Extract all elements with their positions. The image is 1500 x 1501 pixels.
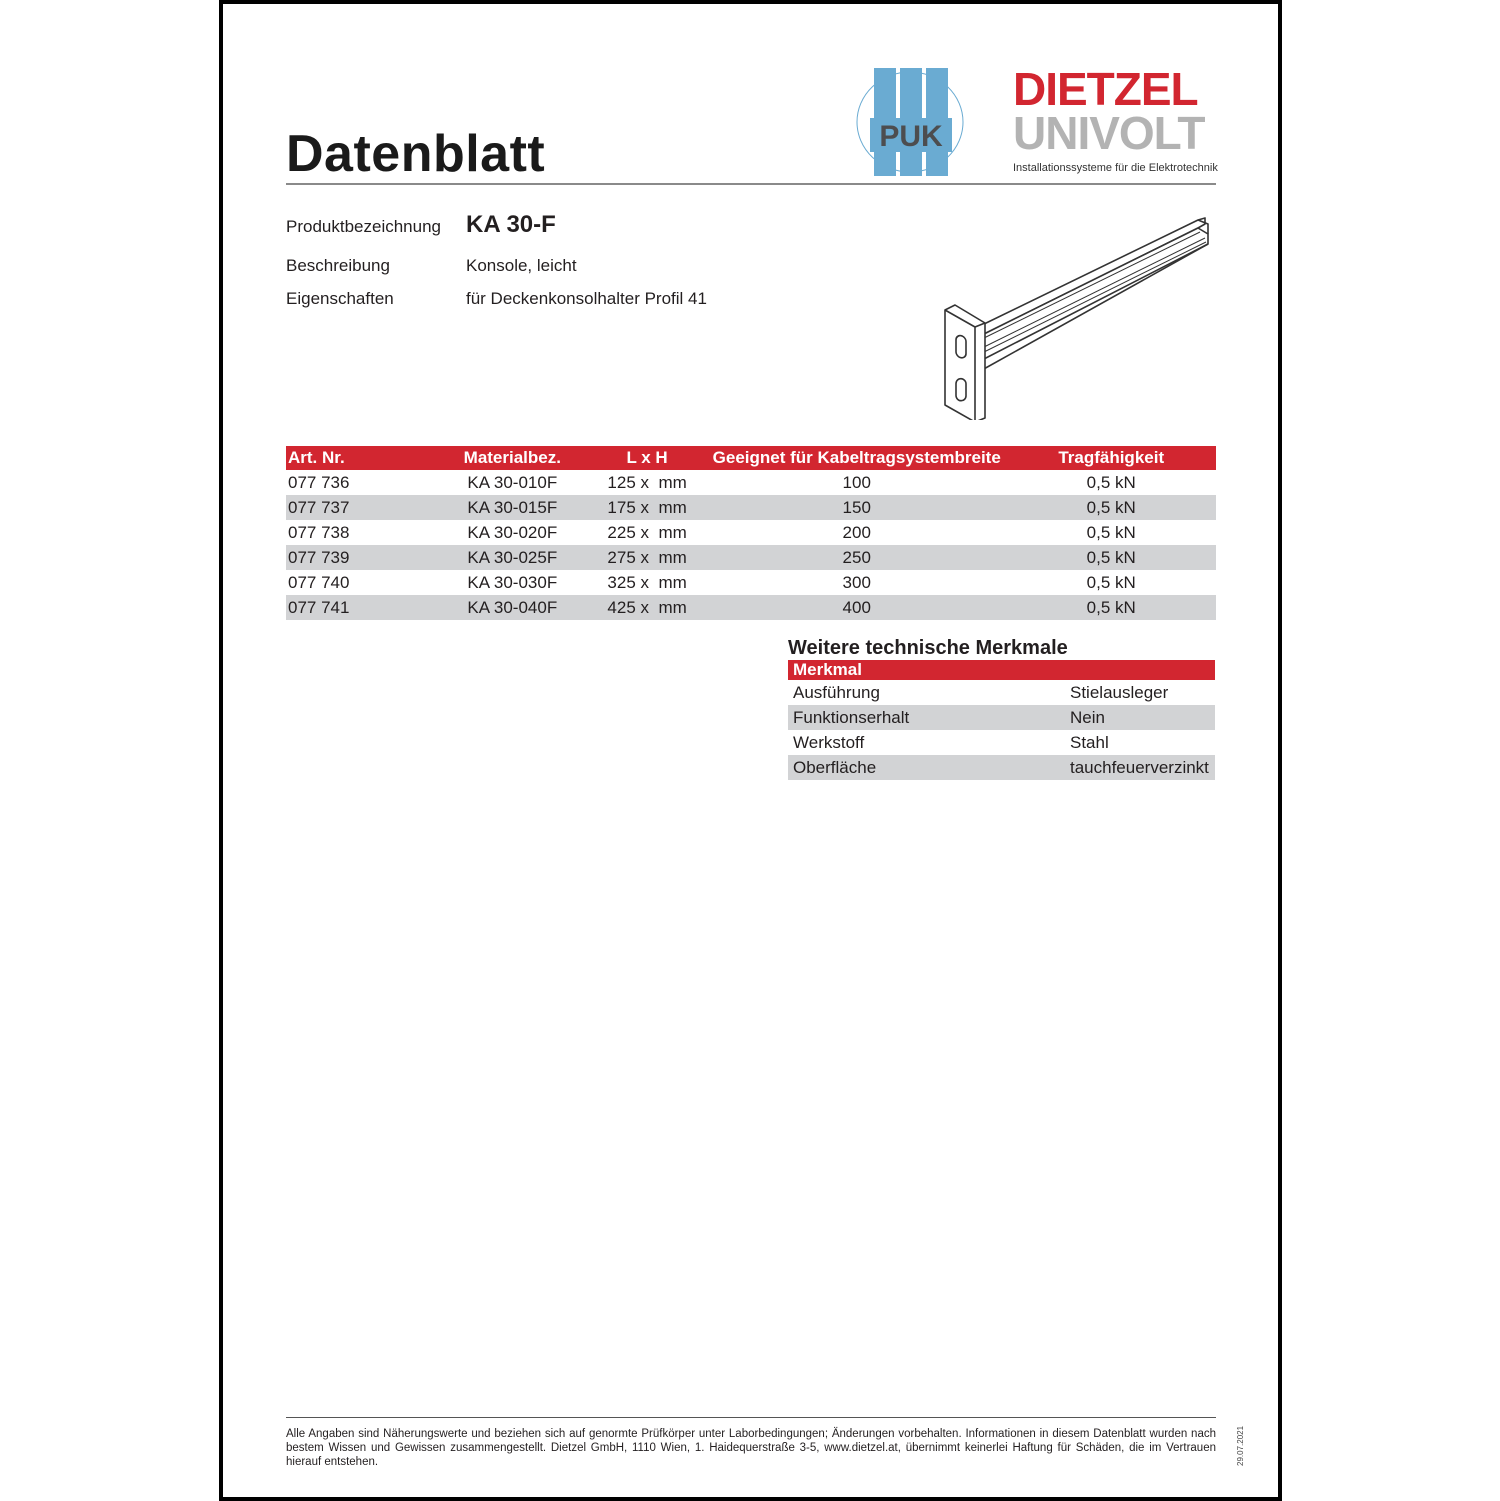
console-bracket-icon bbox=[940, 210, 1215, 420]
header-kabeltragsystembreite: Geeignet für Kabeltragsystembreite bbox=[707, 446, 1006, 470]
footer-disclaimer: Alle Angaben sind Näherungswerte und beziehen sich auf genormte Prüfkörper unter Laborbedingungen; Änderungen vorbehalten. Informationen in diesem Datenblatt wurden nach bestem Wissen und Gewissen zusammengestellt. Dietzel GmbH, 1110 Wien, 1. Haidequerstraße 3-5, www.dietzel.at, übernimmt keinerlei Haftung für Schäden, die im Vertrauen hierauf entstehen. bbox=[286, 1428, 1216, 1468]
cell-breite: 400 bbox=[707, 595, 1006, 620]
document-date: 29.07.2021 bbox=[1236, 1425, 1245, 1466]
cell-tragfaehigkeit: 0,5 kN bbox=[1086, 472, 1136, 492]
header-art-nr: Art. Nr. bbox=[286, 446, 437, 470]
properties-label: Eigenschaften bbox=[286, 289, 394, 308]
puk-logo-text: PUK bbox=[879, 120, 943, 153]
cell-breite: 150 bbox=[707, 495, 1006, 520]
header-materialbez: Materialbez. bbox=[437, 446, 587, 470]
description-label: Beschreibung bbox=[286, 256, 390, 275]
table-header-row bbox=[286, 446, 1216, 470]
title-divider bbox=[286, 183, 1216, 185]
table-row bbox=[286, 495, 1216, 520]
logo-univolt-text: UNIVOLT bbox=[1013, 107, 1205, 159]
feature-value: Stahl bbox=[1070, 732, 1109, 752]
cell-lxh: 275 x mm bbox=[587, 545, 707, 570]
table-row bbox=[286, 545, 1216, 570]
cell-tragfaehigkeit: 0,5 kN bbox=[1086, 572, 1136, 592]
cell-art-nr: 077 737 bbox=[286, 495, 437, 520]
cell-tragfaehigkeit: 0,5 kN bbox=[1006, 595, 1216, 620]
cell-materialbez: KA 30-015F bbox=[437, 495, 587, 520]
table-row bbox=[286, 520, 1216, 545]
dietzel-univolt-logo bbox=[1013, 63, 1205, 159]
cell-art-nr: 077 738 bbox=[288, 522, 350, 542]
cell-lxh: 325 x mm bbox=[607, 572, 687, 592]
cell-tragfaehigkeit: 0,5 kN bbox=[1006, 495, 1216, 520]
feature-value: Nein bbox=[1070, 705, 1215, 730]
cell-breite: 250 bbox=[707, 545, 1006, 570]
header-lxh: L x H bbox=[587, 446, 707, 470]
cell-breite: 300 bbox=[842, 572, 871, 592]
product-name-value: KA 30-F bbox=[466, 211, 556, 238]
cell-materialbez: KA 30-025F bbox=[437, 545, 587, 570]
cell-materialbez: KA 30-040F bbox=[437, 595, 587, 620]
page-title: Datenblatt bbox=[286, 125, 546, 183]
cell-materialbez: KA 30-030F bbox=[467, 572, 558, 592]
header-tragfaehigkeit: Tragfähigkeit bbox=[1006, 446, 1216, 470]
features-title: Weitere technische Merkmale bbox=[788, 637, 1068, 659]
feature-key: Werkstoff bbox=[793, 732, 865, 752]
feature-key: Oberfläche bbox=[788, 755, 1070, 780]
cell-lxh: 125 x mm bbox=[607, 472, 687, 492]
cell-lxh: 425 x mm bbox=[587, 595, 707, 620]
cell-breite: 100 bbox=[842, 472, 871, 492]
logo-dietzel-text: DIETZEL bbox=[1013, 63, 1198, 115]
article-table bbox=[286, 446, 1216, 620]
cell-lxh: 225 x mm bbox=[607, 522, 687, 542]
feature-key: Funktionserhalt bbox=[788, 705, 1070, 730]
cell-materialbez: KA 30-020F bbox=[467, 522, 558, 542]
feature-value: tauchfeuerverzinkt bbox=[1070, 755, 1215, 780]
table-row bbox=[286, 470, 1216, 495]
properties-value: für Deckenkonsolhalter Profil 41 bbox=[466, 289, 707, 308]
cell-materialbez: KA 30-010F bbox=[467, 472, 558, 492]
feature-key: Ausführung bbox=[793, 682, 880, 702]
footer-divider bbox=[286, 1417, 1216, 1418]
feature-row bbox=[788, 680, 1215, 705]
cell-tragfaehigkeit: 0,5 kN bbox=[1006, 545, 1216, 570]
features-table bbox=[788, 660, 1215, 780]
cell-art-nr: 077 741 bbox=[286, 595, 437, 620]
feature-row bbox=[788, 730, 1215, 755]
table-row bbox=[286, 570, 1216, 595]
description-value: Konsole, leicht bbox=[466, 256, 577, 275]
puk-logo bbox=[856, 68, 966, 176]
cell-art-nr: 077 736 bbox=[288, 472, 350, 492]
cell-tragfaehigkeit: 0,5 kN bbox=[1086, 522, 1136, 542]
feature-row bbox=[788, 755, 1215, 780]
product-name-label: Produktbezeichnung bbox=[286, 217, 442, 236]
logo-tagline: Installationssysteme für die Elektrotechnik bbox=[1013, 162, 1218, 174]
cell-art-nr: 077 739 bbox=[286, 545, 437, 570]
feature-row bbox=[788, 705, 1215, 730]
cell-breite: 200 bbox=[842, 522, 871, 542]
features-header: Merkmal bbox=[788, 660, 1215, 680]
cell-lxh: 175 x mm bbox=[587, 495, 707, 520]
feature-value: Stielausleger bbox=[1070, 682, 1169, 702]
cell-art-nr: 077 740 bbox=[288, 572, 350, 592]
table-row bbox=[286, 595, 1216, 620]
